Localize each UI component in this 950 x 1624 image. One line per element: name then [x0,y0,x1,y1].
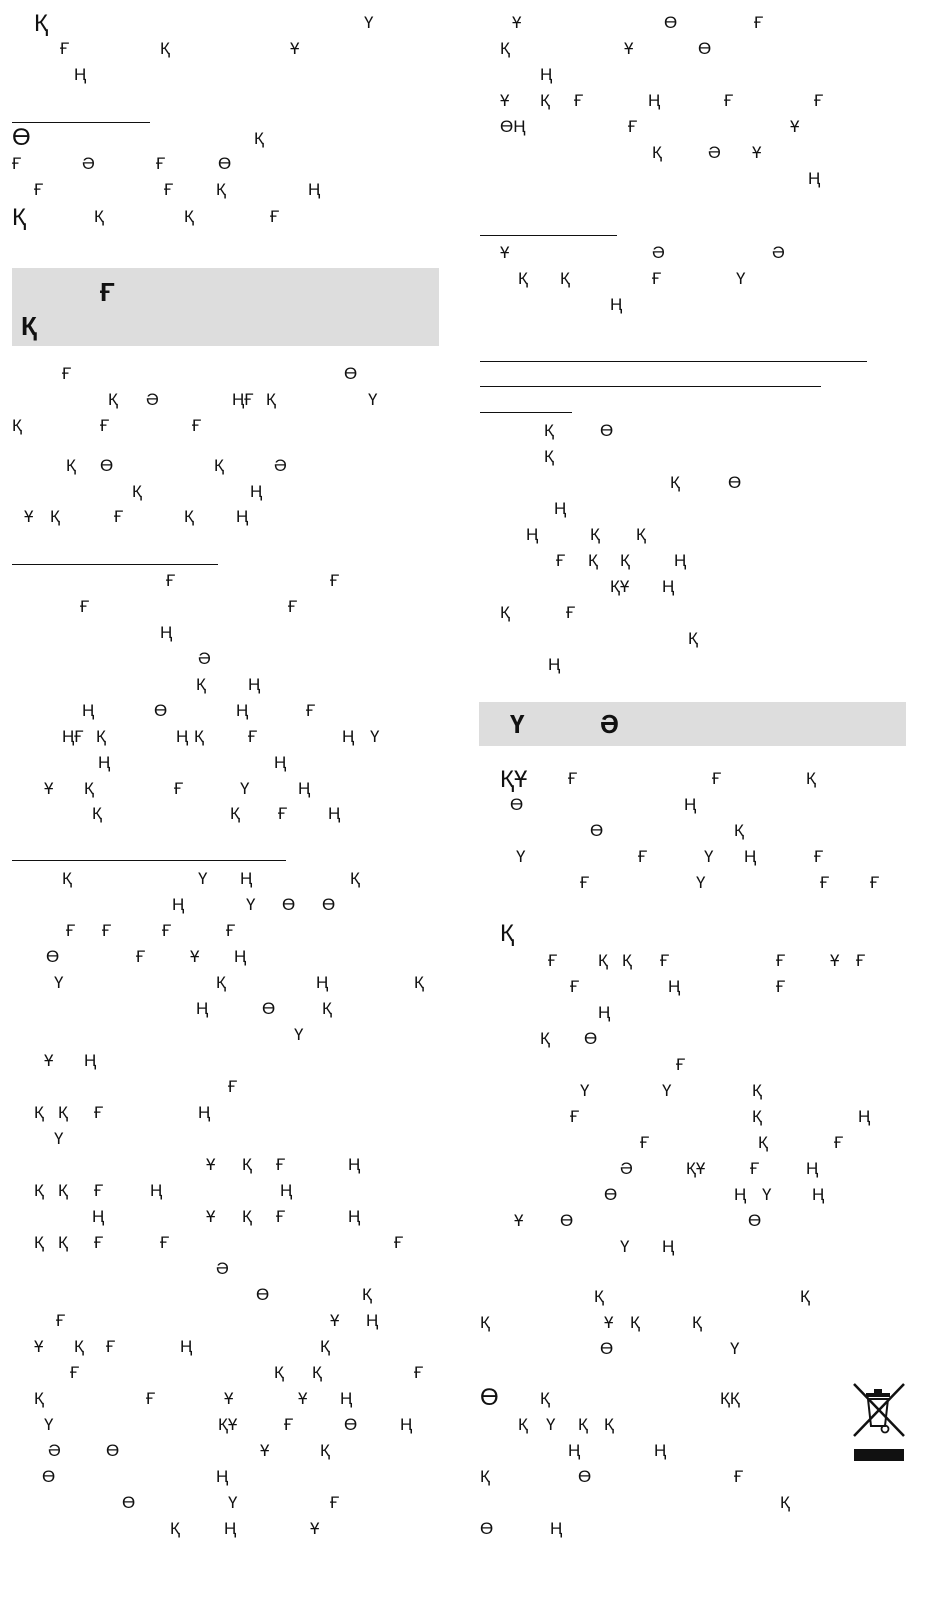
text-glyph: Ғ [276,1207,286,1226]
section-header-glyph: Қ [21,311,37,341]
text-glyph: Қ [604,1415,614,1434]
text-glyph: Ө [262,999,276,1018]
text-glyph: Қ [216,180,226,199]
section-header-glyph: Ү [510,709,525,739]
text-glyph: Қ [362,1285,372,1304]
heading-underline [480,412,572,413]
text-glyph: Ң [648,91,661,110]
text-glyph: Қ [670,473,680,492]
text-glyph: Қ [480,1467,490,1486]
text-glyph: Ң [662,1237,675,1256]
text-glyph: Ө [728,473,742,492]
text-glyph: Ң [684,795,697,814]
text-glyph: Ғ [62,364,72,383]
section-header-band-left [12,268,439,346]
text-glyph: Ғ [228,1077,238,1096]
text-glyph: Ө [282,895,296,914]
text-glyph: Ө [600,1339,614,1358]
text-glyph: Ө [480,1384,499,1411]
text-glyph: Қ [320,1441,330,1460]
text-glyph: Ғ [640,1133,650,1152]
text-glyph: Ғ [100,416,110,435]
text-glyph: Қ [500,39,510,58]
text-glyph: Ң [236,701,249,720]
text-glyph: Қ [544,421,554,440]
text-glyph: Ғ [164,180,174,199]
text-glyph: Ә [48,1441,61,1460]
text-glyph: Ғ [776,977,786,996]
heading-underline [480,235,617,236]
text-glyph: ҚҰ [218,1415,238,1434]
text-glyph: Қ [560,269,570,288]
text-glyph: ӨҢ [500,117,526,136]
text-glyph: Қ [752,1107,762,1126]
text-glyph: Қ [216,973,226,992]
text-glyph: Қ [184,507,194,526]
text-glyph: Ұ [290,39,300,58]
text-glyph: Ң [598,1003,611,1022]
text-glyph: Ғ [580,873,590,892]
text-glyph: Қ [500,920,514,947]
text-glyph: Қ [588,551,598,570]
text-glyph: Қ [34,1103,44,1122]
text-glyph: Ү [696,873,706,892]
text-glyph: Ғ [776,951,786,970]
text-glyph: Ұ [604,1313,614,1332]
text-glyph: Ү [736,269,746,288]
text-glyph: Ұ [260,1441,270,1460]
text-glyph: Ү [620,1237,630,1256]
text-glyph: Ө [510,795,524,814]
text-glyph: Ғ [712,769,722,788]
text-glyph: Қ [34,10,48,37]
text-glyph: Ң [654,1441,667,1460]
text-glyph: Ғ [60,39,70,58]
text-glyph: Ң [172,895,185,914]
text-glyph: Ғ [136,947,146,966]
text-glyph: Ө [590,821,604,840]
text-glyph: Ң [250,482,263,501]
text-glyph: Ұ [500,243,510,262]
text-glyph: Ң [224,1519,237,1538]
text-glyph: Қ [170,1519,180,1538]
text-glyph: Ң [668,977,681,996]
text-glyph: Ү [516,847,526,866]
text-glyph: Ғ [114,507,124,526]
text-glyph: Қ [58,1233,68,1252]
text-glyph: Ң [808,169,821,188]
text-glyph: ҚҰ [610,577,630,596]
text-glyph: Ү [364,13,374,32]
text-glyph: Ң [540,65,553,84]
text-glyph: Ү [704,847,714,866]
text-glyph: Ң [568,1441,581,1460]
text-glyph: Ғ [330,571,340,590]
text-glyph: Ғ [146,1389,156,1408]
text-glyph: Ң [308,180,321,199]
text-glyph: Ң [348,1155,361,1174]
text-glyph: Ң [400,1415,413,1434]
text-glyph: Қ [800,1287,810,1306]
text-glyph: Ғ [750,1159,760,1178]
text-glyph: Қ [752,1081,762,1100]
text-glyph: Ү [198,869,208,888]
text-glyph: Қ [540,1389,550,1408]
text-glyph: Ң [366,1311,379,1330]
text-glyph: Ң [328,804,341,823]
text-glyph: Қ [50,507,60,526]
text-glyph: Қ [544,447,554,466]
text-glyph: Ү [546,1415,556,1434]
text-glyph: Қ [578,1415,588,1434]
text-glyph: Ғ [548,951,558,970]
text-glyph: Ң [858,1107,871,1126]
text-glyph: Ә [652,243,665,262]
text-glyph: Ң [274,753,287,772]
text-glyph: ҢҒ [232,390,254,409]
text-glyph: Ң [610,295,623,314]
text-glyph: Ғ [638,847,648,866]
text-glyph: Қ [34,1181,44,1200]
text-glyph: Ә [274,456,287,475]
text-glyph: Ғ [568,769,578,788]
text-glyph: Ң [160,623,173,642]
text-glyph: Қ [630,1313,640,1332]
text-glyph: Ғ [106,1337,116,1356]
text-glyph: Ғ [70,1363,80,1382]
text-glyph: Ө [106,1441,120,1460]
text-glyph: Ө [344,364,358,383]
heading-underline [12,122,150,123]
text-glyph: Ғ [288,597,298,616]
text-glyph: Қ [594,1287,604,1306]
text-glyph: Ә [146,390,159,409]
text-glyph: Ғ [166,571,176,590]
text-glyph: Ғ [94,1103,104,1122]
text-glyph: Қ [598,951,608,970]
text-glyph: Ұ [310,1519,320,1538]
text-glyph: Ң [298,779,311,798]
text-glyph: Қ [636,525,646,544]
text-glyph: Ә [216,1259,229,1278]
text-glyph: Қ [274,1363,284,1382]
text-glyph: Ғ [414,1363,424,1382]
text-glyph: Ң [98,753,111,772]
heading-underline [12,860,286,861]
text-glyph: Ң [812,1185,825,1204]
text-glyph: Ғ [570,977,580,996]
text-glyph: Ң [342,727,355,746]
text-glyph: Қ [480,1313,490,1332]
text-glyph: Ғ [306,701,316,720]
text-glyph: Қ [34,1389,44,1408]
text-glyph: Ғ [192,416,202,435]
text-glyph: Ұ [224,1389,234,1408]
text-glyph: Ғ [628,117,638,136]
text-glyph: Қ [196,675,206,694]
text-glyph: Ң [150,1181,163,1200]
text-glyph: Ө [344,1415,358,1434]
text-glyph: Ұ [190,947,200,966]
text-glyph: Ұ [514,1211,524,1230]
text-glyph: Қ [734,821,744,840]
text-glyph: Ң [240,869,253,888]
text-glyph: Ғ [834,1133,844,1152]
text-glyph: Қ [62,869,72,888]
text-glyph: Ө [42,1467,56,1486]
text-glyph: Ө [256,1285,270,1304]
text-glyph: Қ [58,1103,68,1122]
text-glyph: Ң [196,999,209,1018]
text-glyph: ҚҚ [720,1389,740,1408]
text-glyph: Ү [580,1081,590,1100]
text-glyph: Қ [96,727,106,746]
text-glyph: Ұ [206,1155,216,1174]
text-glyph: Ө [748,1211,762,1230]
text-glyph: Ұ [330,1311,340,1330]
text-glyph: Ә [620,1159,633,1178]
text-glyph: Ң [662,577,675,596]
text-glyph: Ө [664,13,678,32]
text-glyph: Ң [82,701,95,720]
text-glyph: Қ [320,1337,330,1356]
text-glyph: Қ [242,1207,252,1226]
text-glyph: Ә [708,143,721,162]
text-glyph: Ң [548,655,561,674]
section-header-band-right [479,702,906,746]
text-glyph: Ұ [44,1051,54,1070]
text-glyph: Ң [550,1519,563,1538]
text-glyph: Ң [176,727,189,746]
text-glyph: Ғ [556,551,566,570]
text-glyph: Ғ [570,1107,580,1126]
text-glyph: Ә [772,243,785,262]
text-glyph: Ү [240,779,250,798]
text-glyph: Қ [518,269,528,288]
text-glyph: Ң [348,1207,361,1226]
text-glyph: Ғ [160,1233,170,1252]
text-glyph: Ө [480,1519,494,1538]
text-glyph: Ұ [512,13,522,32]
heading-underline [12,564,218,565]
text-glyph: Қ [84,779,94,798]
text-glyph: Ғ [12,154,22,173]
text-glyph: Ғ [102,921,112,940]
text-glyph: Қ [12,416,22,435]
weee-crossed-bin-icon [850,1382,908,1464]
text-glyph: Ү [294,1025,304,1044]
text-glyph: Қ [92,804,102,823]
text-glyph: Ұ [298,1389,308,1408]
heading-underline [480,361,867,362]
text-glyph: ҢҒ [62,727,84,746]
text-glyph: Қ [780,1493,790,1512]
text-glyph: Ө [604,1185,618,1204]
text-glyph: Ң [674,551,687,570]
text-glyph: Ң [216,1467,229,1486]
text-glyph: Ң [92,1207,105,1226]
text-glyph: Ө [122,1493,136,1512]
text-glyph: Ң [198,1103,211,1122]
text-glyph: Ү [228,1493,238,1512]
text-glyph: Ғ [156,154,166,173]
text-glyph: Ғ [652,269,662,288]
heading-underline [480,386,821,387]
text-glyph: Ұ [752,143,762,162]
text-glyph: Ң [734,1185,747,1204]
text-glyph: Ө [322,895,336,914]
text-glyph: Қ [254,129,264,148]
text-glyph: Қ [758,1133,768,1152]
text-glyph: Қ [194,727,204,746]
text-glyph: Ң [340,1389,353,1408]
text-glyph: Қ [242,1155,252,1174]
text-glyph: Қ [518,1415,528,1434]
text-glyph: Ғ [162,921,172,940]
text-glyph: Ғ [94,1181,104,1200]
text-glyph: Ғ [66,921,76,940]
text-glyph: Қ [66,456,76,475]
text-glyph: Қ [540,91,550,110]
text-glyph: Қ [12,204,26,231]
text-glyph: Ү [246,895,256,914]
section-header-glyph: Ғ [100,277,115,307]
text-glyph: Ө [600,421,614,440]
text-glyph: Ө [100,456,114,475]
text-glyph: Ғ [394,1233,404,1252]
text-glyph: Қ [160,39,170,58]
text-glyph: Ө [46,947,60,966]
text-glyph: Ң [554,499,567,518]
section-header-glyph: Ә [600,709,619,739]
text-glyph: Ғ [174,779,184,798]
text-glyph: Қ [58,1181,68,1200]
text-glyph: Ғ [226,921,236,940]
text-glyph: Ә [82,154,95,173]
text-glyph: Қ [132,482,142,501]
text-glyph: Ң [234,947,247,966]
text-glyph: Ғ [330,1493,340,1512]
text-glyph: Қ [692,1313,702,1332]
text-glyph: Қ [230,804,240,823]
text-glyph: Қ [266,390,276,409]
text-glyph: Қ [214,456,224,475]
text-glyph: Ү [370,727,380,746]
text-glyph: Қ [652,143,662,162]
text-glyph: Ғ [566,603,576,622]
text-glyph: Қ [74,1337,84,1356]
text-glyph: Ө [560,1211,574,1230]
text-glyph: Ұ [624,39,634,58]
text-glyph: Ғ [814,847,824,866]
text-glyph: Ң [74,65,87,84]
text-glyph: Ө [218,154,232,173]
text-glyph: Ғ [270,207,280,226]
text-glyph: Ұ [34,1337,44,1356]
text-glyph: Қ [184,207,194,226]
text-glyph: Қ [322,999,332,1018]
text-glyph: Ұ [500,91,510,110]
text-glyph: Ө [12,124,31,151]
text-glyph: Ғ [34,180,44,199]
text-glyph: Ң [280,1181,293,1200]
text-glyph: Ө [578,1467,592,1486]
text-glyph: Ғ [278,804,288,823]
text-glyph: Ү [762,1185,772,1204]
text-glyph: Ә [198,649,211,668]
text-glyph: Ұ [206,1207,216,1226]
text-glyph: Ұ [790,117,800,136]
text-glyph: Ү [44,1415,54,1434]
text-glyph: Қ [620,551,630,570]
text-glyph: Ғ [574,91,584,110]
text-glyph: Ң [236,507,249,526]
text-glyph: Қ [414,973,424,992]
text-glyph: Ө [698,39,712,58]
text-glyph: Қ [688,629,698,648]
text-glyph: Қ [500,603,510,622]
text-glyph: Ң [180,1337,193,1356]
text-glyph: Ү [730,1339,740,1358]
text-glyph: Ғ [94,1233,104,1252]
text-glyph: Ө [584,1029,598,1048]
text-glyph: Ү [368,390,378,409]
text-glyph: Ғ [814,91,824,110]
text-glyph: Ғ [870,873,880,892]
text-glyph: Ғ [56,1311,66,1330]
text-glyph: ҚҰ [686,1159,706,1178]
text-glyph: Қ [622,951,632,970]
text-glyph: Ң [316,973,329,992]
text-glyph: Қ [34,1233,44,1252]
text-glyph: Қ [312,1363,322,1382]
text-glyph: Ұ [24,507,34,526]
text-glyph: Ң [806,1159,819,1178]
text-glyph: Қ [108,390,118,409]
text-glyph: Ө [154,701,168,720]
text-glyph: Ғ [80,597,90,616]
text-glyph: Қ [94,207,104,226]
text-glyph: Қ [540,1029,550,1048]
text-glyph: Қ [590,525,600,544]
text-glyph: Ү [54,973,64,992]
text-glyph: Ғ [754,13,764,32]
text-glyph: Ң [744,847,757,866]
text-glyph: Ғ [248,727,258,746]
text-glyph: Ұ [830,951,840,970]
text-glyph: Қ [350,869,360,888]
text-glyph: Ұ [44,779,54,798]
text-glyph: ҚҰ [500,766,528,793]
text-glyph: Ү [54,1129,64,1148]
text-glyph: Ғ [734,1467,744,1486]
text-glyph: Ң [84,1051,97,1070]
text-glyph: Ғ [676,1055,686,1074]
text-glyph: Ғ [276,1155,286,1174]
text-glyph: Ғ [820,873,830,892]
text-glyph: Ғ [724,91,734,110]
text-glyph: Ғ [660,951,670,970]
text-glyph: Қ [806,769,816,788]
text-glyph: Ғ [856,951,866,970]
text-glyph: Ү [662,1081,672,1100]
text-glyph: Ң [248,675,261,694]
text-glyph: Ғ [284,1415,294,1434]
text-glyph: Ң [526,525,539,544]
